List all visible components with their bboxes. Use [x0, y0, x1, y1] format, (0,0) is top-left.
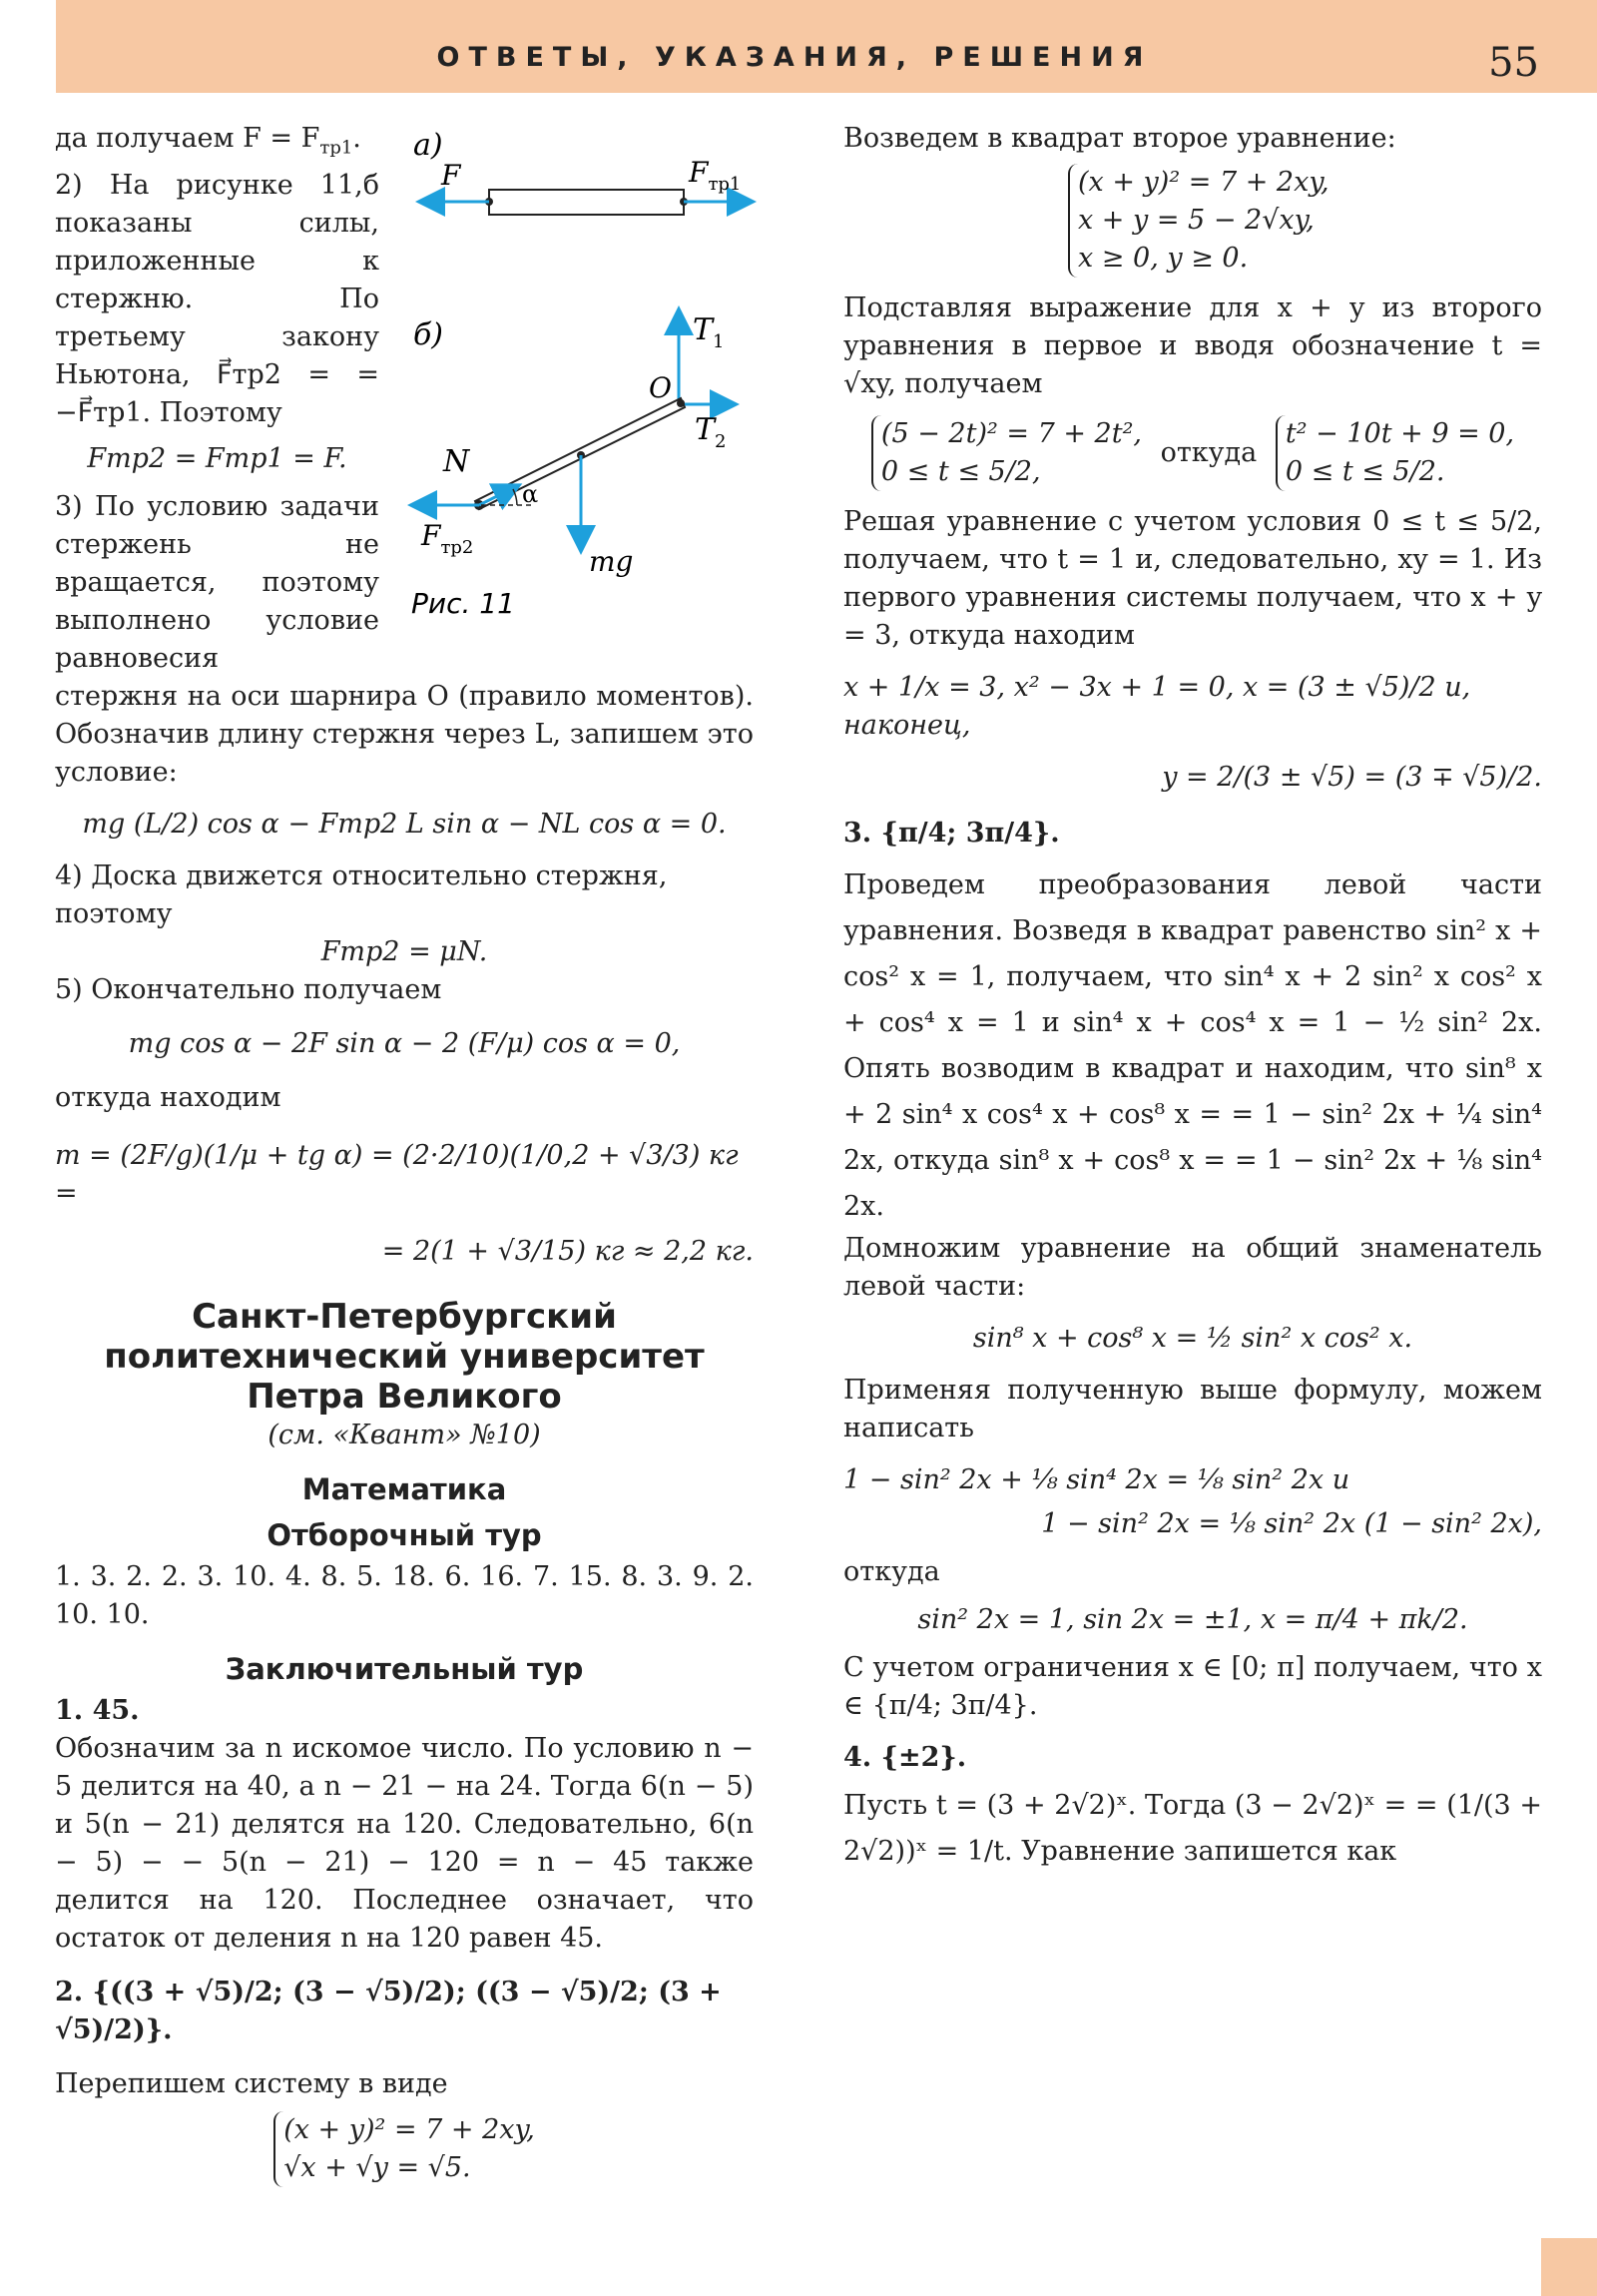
left-column — [55, 120, 754, 2187]
answer-2: 2. {((3 + √5)/2; (3 − √5)/2); ((3 − √5)/2; (3 + √5)/2)}. — [55, 1977, 722, 2046]
para-3a: 3) По условию задачи стержень не вращается, поэтому выполнено условие равновесия — [55, 491, 379, 675]
answer-3: 3. {π/4; 3π/4}. — [843, 818, 1060, 849]
label-Ftr1: $F_{тр1}$ — [689, 156, 742, 195]
system-1-eq-1: (x + y)² = 7 + 2xy, — [283, 2114, 535, 2146]
formula-3: Fтр2 = μN. — [320, 936, 488, 968]
label-Ftr2: $F_{тр2}$ — [421, 519, 474, 558]
r-para-8: С учетом ограничения x ∈ [0; π] получаем, что x ∈ {π/4; 3π/4}. — [843, 1652, 1542, 1721]
r-para-9: Пусть t = (3 + 2√2)ˣ. Тогда (3 − 2√2)ˣ = = (1/(3 + 2√2))ˣ = 1/t. Уравнение запишется как — [843, 1790, 1542, 1867]
university-line-3: Петра Великого — [247, 1377, 562, 1418]
line-1: да получаем $F = F_{тр1}$. — [55, 123, 361, 159]
r-formula-4: 1 − sin² 2x + ⅛ sin⁴ 2x = ⅛ sin² 2x и — [843, 1464, 1350, 1495]
r-para-6: Применяя полученную выше формулу, можем написать — [843, 1375, 1542, 1443]
running-title: ОТВЕТЫ, УКАЗАНИЯ, РЕШЕНИЯ — [436, 42, 1153, 73]
system-1-eq-2: √x + √y = √5. — [283, 2152, 471, 2184]
label-F: F — [441, 159, 461, 192]
label-T2: $T_2$ — [695, 412, 727, 452]
formula-6: = 2(1 + √3/15) кг ≈ 2,2 кг. — [381, 1236, 754, 1268]
right-column — [843, 120, 1542, 1875]
corner-tab — [1541, 2238, 1597, 2296]
label-b: б) — [413, 317, 444, 352]
figure-caption: Рис. 11 — [411, 587, 515, 620]
r-para-5: Домножим уравнение на общий знаменатель левой части: — [843, 1233, 1542, 1302]
para-7: Обозначим за n искомое число. По условию n − 5 делится на 40, а n − 21 − на 24. Тогда 6(n − 5) и 5(n − 21) делятся на 120. Следовательно, 6(n − 5) − − 5(n − 21) − 120 = n − 45 также делится на 120. Последнее означает, что остаток от деления n на 120 равен 45. — [55, 1733, 754, 1955]
system-3-eq-1: (5 − 2t)² = 7 + 2t², — [880, 418, 1142, 449]
label-alpha: α — [522, 480, 539, 508]
answer-1: 1. 45. — [55, 1695, 140, 1727]
para-2: 2) На рисунке 11,б показаны силы, приложенные к стержню. По третьему закону Ньютона, F⃗тр2 = = −F⃗тр1. Поэтому — [55, 170, 379, 429]
system-2-eq-3: x ≥ 0, y ≥ 0. — [1078, 243, 1249, 274]
label-a: а) — [413, 128, 443, 163]
r-formula-2: y = 2/(3 ± √5) = (3 ∓ √5)/2. — [1162, 762, 1542, 793]
label-mg: mg — [589, 545, 634, 578]
formula-4: mg cos α − 2F sin α − 2 (F/μ) cos α = 0, — [128, 1028, 681, 1060]
heading-tour-2: Заключительный тур — [225, 1652, 584, 1687]
r-para-2: Подставляя выражение для x + y из второго уравнения в первое и вводя обозначение t = √xy, получаем — [843, 292, 1542, 399]
r-formula-6: sin² 2x = 1, sin 2x = ±1, x = π/4 + πk/2. — [917, 1604, 1468, 1635]
label-O: O — [649, 371, 672, 404]
para-5: 5) Окончательно получаем — [55, 974, 442, 1006]
r-formula-3: sin⁸ x + cos⁸ x = ½ sin² x cos² x. — [972, 1323, 1413, 1354]
r-para-1: Возведем в квадрат второе уравнение: — [843, 123, 1396, 154]
formula-2: mg (L/2) cos α − Fтр2 L sin α − NL cos α = 0. — [82, 809, 727, 841]
r-para-3: Решая уравнение с учетом условия 0 ≤ t ≤ 5/2, получаем, что t = 1 и, следовательно, xy = 1. Из первого уравнения системы получаем, что x + y = 3, откуда находим — [843, 506, 1542, 651]
system-2 — [1068, 164, 1542, 278]
answers-tour-1: 1. 3. 2. 2. 3. 10. 4. 8. 5. 18. 6. 16. 7. 15. 8. 3. 9. 2. 10. 10. — [55, 1561, 754, 1631]
r-para-4: Проведем преобразования левой части уравнения. Возведя в квадрат равенство sin² x + cos² x = 1, получаем, что sin⁴ x + 2 sin² x cos² x + cos⁴ x = 1 и sin⁴ x + cos⁴ x = 1 − ½ sin² 2x. Опять возводим в квадрат и находим, что sin⁸ x + 2 sin⁴ x cos⁴ x + cos⁸ x = = 1 − sin² 2x + ¼ sin⁴ 2x, откуда sin⁸ x + cos⁸ x = = 1 − sin² 2x + ⅛ sin⁴ 2x. — [843, 869, 1542, 1222]
formula-5: m = (2F/g)(1/μ + tg α) = (2·2/10)(1/0,2 + √3/3) кг = — [55, 1140, 739, 1210]
page-number: 55 — [1488, 40, 1539, 86]
journal-reference: (см. «Квант» №10) — [267, 1420, 541, 1451]
system-4-eq-1: t² − 10t + 9 = 0, — [1285, 418, 1515, 449]
heading-tour-1: Отборочный тур — [266, 1518, 542, 1553]
para-6: откуда находим — [55, 1082, 281, 1114]
formula-1: Fтр2 = Fтр1 = F. — [87, 443, 347, 475]
system-1 — [55, 2111, 754, 2187]
system-3-eq-2: 0 ≤ t ≤ 5/2, — [880, 456, 1041, 487]
label-N: N — [443, 444, 470, 479]
label-T1: $T_1$ — [693, 312, 725, 352]
system-4-eq-2: 0 ≤ t ≤ 5/2. — [1285, 456, 1445, 487]
r-formula-1: x + 1/x = 3, x² − 3x + 1 = 0, x = (3 ± √5)/2 и, наконец, — [843, 672, 1471, 741]
page-header — [56, 0, 1597, 93]
para-4: 4) Доска движется относительно стержня, поэтому — [55, 861, 668, 930]
answer-4: 4. {±2}. — [843, 1742, 967, 1773]
system-3 — [843, 415, 1542, 491]
heading-math: Математика — [301, 1472, 507, 1507]
system-2-eq-2: x + y = 5 − 2√xy, — [1078, 205, 1315, 236]
para-8: Перепишем систему в виде — [55, 2068, 448, 2100]
r-para-7: откуда — [843, 1556, 940, 1587]
university-line-2: политехнический университет — [104, 1337, 705, 1378]
system-2-eq-1: (x + y)² = 7 + 2xy, — [1078, 167, 1330, 198]
university-line-1: Санкт-Петербургский — [192, 1297, 617, 1338]
para-3b: стержня на оси шарнира O (правило моментов). Обозначив длину стержня через L, запишем это условие: — [55, 681, 754, 789]
r-formula-5: 1 − sin² 2x = ⅛ sin² 2x (1 − sin² 2x), — [1041, 1508, 1542, 1539]
system-3-connector: откуда — [1160, 436, 1258, 468]
left-narrow-block — [55, 120, 379, 678]
